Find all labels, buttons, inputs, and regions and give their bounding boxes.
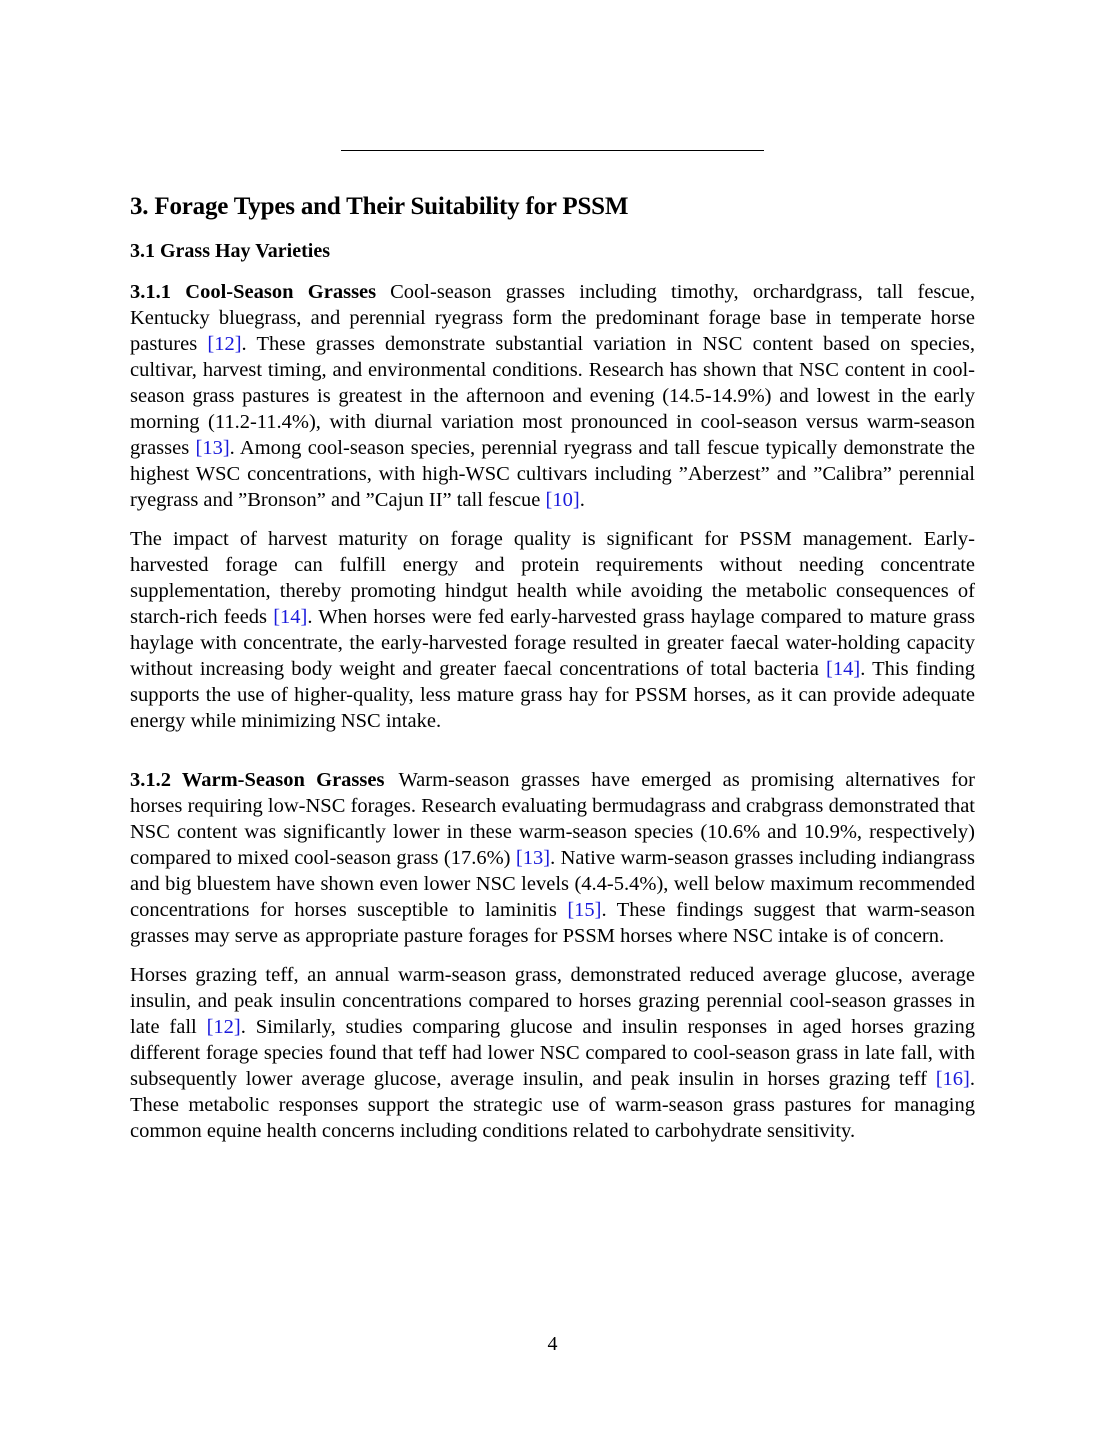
cool-season-paragraph-2 [130, 526, 975, 734]
citation-link[interactable]: [14] [826, 658, 861, 680]
citation-link[interactable]: [16] [935, 1068, 970, 1090]
citation-link[interactable]: [15] [567, 899, 602, 921]
text-run: The impact of harvest maturity on forage quality is significant for PSSM management. Early-harvested forage can fulfill energy and protein requirements without needing concentrate supplementation, thereby promoting hindgut health while avoiding the metabolic consequences of starch-rich feeds [130, 528, 975, 628]
citation-link[interactable]: [12] [206, 1016, 241, 1038]
paragraph-text [130, 528, 975, 732]
text-run: Cool-season grasses including timothy, orchardgrass, tall fescue, Kentucky bluegrass, and perennial ryegrass form the predominant forage base in temperate horse pastures [130, 281, 975, 355]
page-body [130, 190, 975, 1144]
paragraph-text [130, 769, 975, 947]
text-run: . When horses were fed early-harvested grass haylage compared to mature grass haylage with concentrate, the early-harvested forage resulted in greater faecal water-holding capacity without increasing body weight and greater faecal concentrations of total bacteria [130, 606, 975, 680]
text-run: . These grasses demonstrate substantial variation in NSC content based on species, cultivar, harvest timing, and environmental conditions. Research has shown that NSC content in cool-season grass pastures is greatest in the afternoon and evening (14.5-14.9%) and lowest in the early morning (11.2-11.4%), with diurnal variation most pronounced in cool-season versus warm-season grasses [130, 333, 975, 459]
cool-season-heading: 3.1.1 Cool-Season Grasses [130, 281, 377, 303]
text-run: . [579, 489, 585, 511]
text-run: . Among cool-season species, perennial ryegrass and tall fescue typically demonstrate the highest WSC concentrations, with high-WSC cultivars including ”Aberzest” and ”Calibra” perennial ryegrass and ”Bronson” and ”Cajun II” tall fescue [130, 437, 975, 511]
footnote-rule [341, 150, 764, 151]
citation-link[interactable]: [13] [195, 437, 230, 459]
citation-link[interactable]: [10] [545, 489, 580, 511]
text-run: Horses grazing teff, an annual warm-season grass, demonstrated reduced average glucose, average insulin, and peak insulin concentrations compared to horses grazing perennial cool-season grasses in late fall [130, 964, 975, 1038]
citation-link[interactable]: [14] [273, 606, 308, 628]
text-run: . These findings suggest that warm-season grasses may serve as appropriate pasture forages for PSSM horses where NSC intake is of concern. [130, 899, 976, 947]
text-run: . Native warm-season grasses including indiangrass and big bluestem have shown even lower NSC levels (4.4-5.4%), well below maximum recommended concentrations for horses susceptible to laminitis [130, 847, 975, 921]
paragraph-text [130, 281, 975, 511]
text-run: . These metabolic responses support the strategic use of warm-season grass pastures for managing common equine health concerns including conditions related to carbohydrate sensitivity. [130, 1068, 975, 1142]
cool-season-paragraph-1 [130, 279, 975, 513]
warm-season-heading: 3.1.2 Warm-Season Grasses [130, 769, 385, 791]
section-title: 3. Forage Types and Their Suitability for PSSM [130, 193, 629, 220]
paragraph-text [130, 964, 975, 1142]
citation-link[interactable]: [13] [515, 847, 551, 869]
citation-link[interactable]: [12] [207, 333, 242, 355]
page-number: 4 [547, 1333, 558, 1355]
warm-season-paragraph-1 [130, 767, 975, 949]
text-run: Warm-season grasses have emerged as promising alternatives for horses requiring low-NSC forages. Research evaluating bermudagrass and crabgrass demonstrated that NSC content was significantly lower in these warm-season species (10.6% and 10.9%, respectively) compared to mixed cool-season grass (17.6%) [130, 769, 975, 869]
subsection-title: 3.1 Grass Hay Varieties [130, 240, 330, 262]
text-run: . Similarly, studies comparing glucose and insulin responses in aged horses grazing different forage species found that teff had lower NSC compared to cool-season grass in late fall, with subsequently lower average glucose, average insulin, and peak insulin in horses grazing teff [130, 1016, 975, 1090]
warm-season-paragraph-2 [130, 962, 975, 1144]
text-run: . This finding supports the use of higher-quality, less mature grass hay for PSSM horses, as it can provide adequate energy while minimizing NSC intake. [130, 658, 975, 732]
